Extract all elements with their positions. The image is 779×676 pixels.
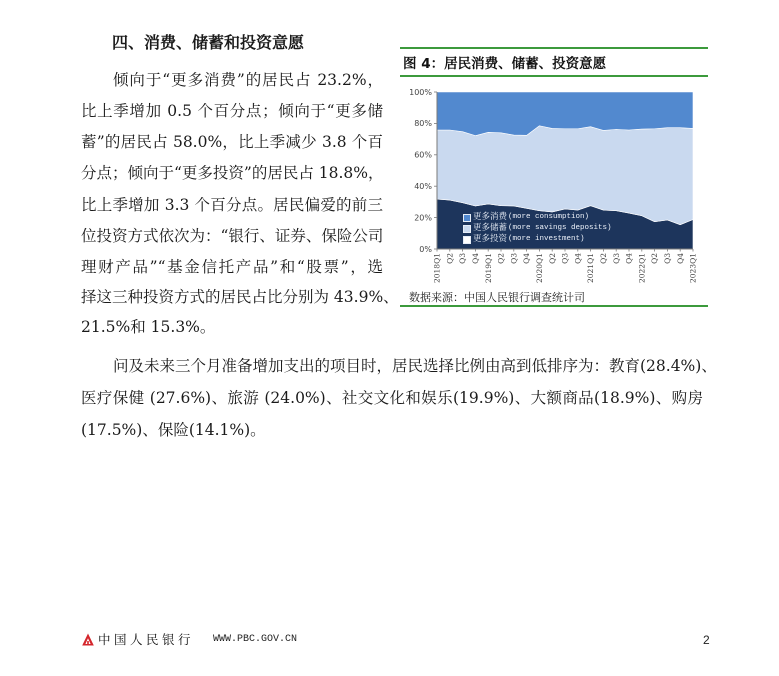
x-tick-label: Q3 — [611, 253, 621, 264]
x-tick-label: Q3 — [663, 253, 673, 264]
x-tick-label: 2023Q1 — [688, 253, 698, 284]
x-tick-label: Q3 — [458, 253, 468, 264]
x-tick-label: Q3 — [560, 253, 570, 264]
y-tick-label: 40% — [414, 182, 432, 191]
text-line: 比上季增加 0.5 个百分点；倾向于“更多储 — [81, 102, 383, 120]
page-number: 2 — [703, 633, 710, 647]
legend-label-en: (more savings deposits) — [508, 224, 612, 232]
legend-swatch-savings-icon — [463, 225, 471, 233]
pbc-logo-icon — [82, 633, 94, 646]
legend-swatch-consumption-icon — [463, 214, 471, 222]
legend-label-cn: 更多储蓄 — [473, 223, 508, 233]
legend-label-en: (more consumption) — [508, 213, 590, 221]
text-line: 比上季增加 3.3 个百分点。居民偏爱的前三 — [81, 196, 383, 214]
y-tick-label: 0% — [419, 244, 432, 254]
y-tick-label: 60% — [414, 150, 432, 160]
x-tick-label: Q2 — [445, 253, 455, 264]
text-line: (17.5%)、保险(14.1%)。 — [81, 421, 266, 439]
x-tick-label: Q4 — [471, 253, 481, 264]
x-tick-label: 2021Q1 — [586, 253, 596, 284]
text-line: 问及未来三个月准备增加支出的项目时，居民选择比例由高到低排序为：教育(28.4%)、 — [113, 357, 717, 375]
x-tick-label: Q3 — [509, 253, 519, 264]
legend-label-en: (more investment) — [508, 235, 585, 243]
text-line: 位投资方式依次为：“银行、证券、保险公司 — [81, 227, 384, 245]
figure-title: 图 4：居民消费、储蓄、投资意愿 — [403, 56, 607, 72]
text-line: 择这三种投资方式的居民占比分别为 43.9%、 — [81, 288, 399, 306]
y-tick-label: 80% — [414, 119, 432, 129]
text-line: 医疗保健 (27.6%)、旅游 (24.0%)、社交文化和娱乐(19.9%)、大额商品(18.9%)、购房 — [81, 389, 703, 407]
x-tick-label: Q4 — [624, 253, 634, 264]
legend-label-cn: 更多投资 — [473, 234, 508, 244]
legend-label-cn: 更多消费 — [473, 212, 508, 222]
legend-item-savings — [463, 223, 663, 234]
x-tick-label: 2020Q1 — [535, 253, 545, 284]
x-tick-label: Q4 — [522, 253, 532, 264]
text-line: 21.5%和 15.3%。 — [81, 318, 216, 336]
x-tick-label: Q2 — [547, 253, 557, 264]
x-tick-label: Q2 — [599, 253, 609, 264]
x-tick-label: Q2 — [496, 253, 506, 264]
figure-top-rule — [400, 47, 708, 49]
legend-item-investment — [463, 234, 663, 245]
y-tick-label: 100% — [409, 87, 432, 97]
x-tick-label: 2019Q1 — [483, 253, 493, 284]
figure-bottom-rule — [400, 305, 708, 307]
text-line: 蓄”的居民占 58.0%，比上季减少 3.8 个百 — [81, 133, 383, 151]
x-tick-label: Q4 — [573, 253, 583, 264]
legend-swatch-investment-icon — [463, 236, 471, 244]
text-line: 理财产品”“基金信托产品”和“股票”，选 — [81, 258, 383, 276]
x-tick-label: 2018Q1 — [432, 253, 442, 284]
legend-item-consumption — [463, 212, 663, 223]
y-tick-label: 20% — [414, 213, 432, 223]
stacked-area-chart — [400, 84, 710, 289]
chart-legend — [463, 212, 663, 245]
section-heading: 四、消费、储蓄和投资意愿 — [112, 33, 305, 52]
x-tick-label: Q2 — [650, 253, 660, 264]
footer-bank-name: 中国人民银行 — [98, 632, 195, 647]
footer-website-link[interactable]: WWW.PBC.GOV.CN — [213, 634, 298, 645]
figure-source: 数据来源：中国人民银行调查统计司 — [409, 291, 585, 304]
figure-title-rule — [400, 75, 708, 77]
x-tick-label: Q4 — [675, 253, 685, 264]
text-line: 分点；倾向于“更多投资”的居民占 18.8%， — [81, 164, 384, 182]
text-line: 倾向于“更多消费”的居民占 23.2%， — [113, 71, 383, 89]
x-tick-label: 2022Q1 — [637, 252, 647, 284]
